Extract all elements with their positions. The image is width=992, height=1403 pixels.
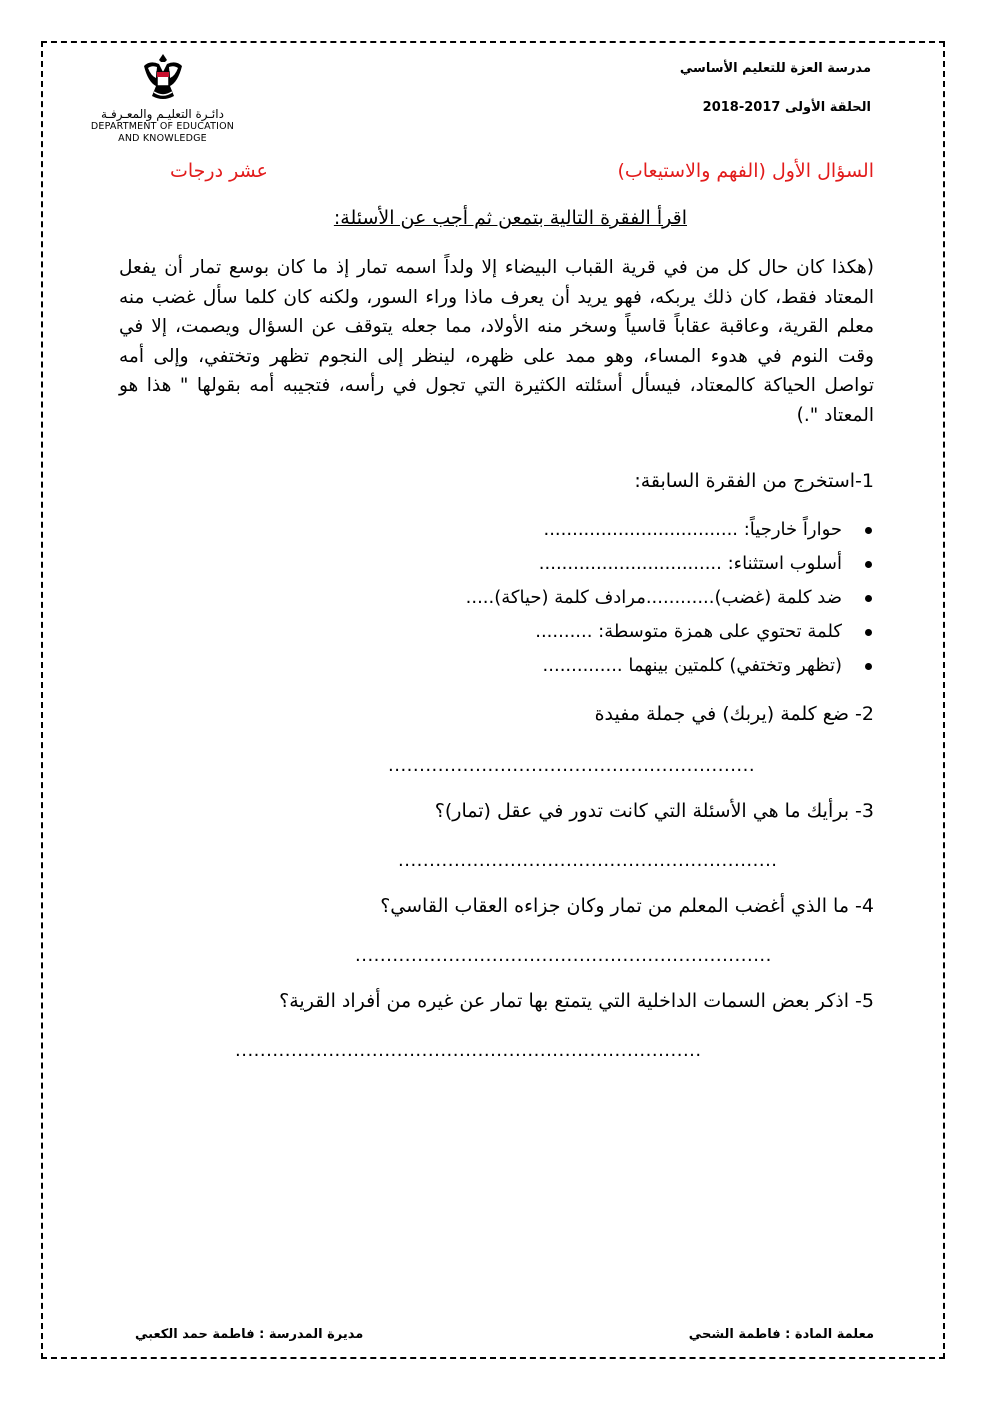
q3-title: 3- برأيك ما هي الأسئلة التي كانت تدور في عقل (تمار)؟ <box>434 800 874 822</box>
cycle-year: الحلقة الأولى 2017-2018 <box>702 100 871 115</box>
logo-english-line1: DEPARTMENT OF EDUCATION <box>90 121 235 132</box>
reading-passage: (هكذا كان حال كل من في قرية القباب البيضاء إلا ولداً اسمه تمار إذ ما كان بوسع تمار أن يفعل المعتاد فقط، كان ذلك يربكه، فهو يريد أن يعرف ماذا وراء السور، ولكنه كان كلما سأل غضب منه معلم القرية، وعاقبة عقاباً قاسياً وسخر منه الأولاد، مما جعله يتوقف عن السؤال ويصمت، إلا في وقت النوم في هدوء المساء، وهو ممد على ظهره، لينظر إلى النجوم تظهر وتختفي، وإلى أمه تواصل الحياكة كالمعتاد، فيسأل أسئلته الكثيرة التي تجول في رأسه، فتجيبه أمه بقولها " هذا هو المعتاد ".) <box>119 257 874 426</box>
question-title: السؤال الأول (الفهم والاستيعاب) <box>617 160 874 182</box>
falcon-emblem-icon <box>140 52 186 104</box>
q5-title: 5- اذكر بعض السمات الداخلية التي يتمتع بها تمار عن غيره من أفراد القرية؟ <box>279 990 874 1012</box>
teacher-name: معلمة المادة : فاطمة الشحي <box>688 1327 874 1342</box>
logo-english-line2: AND KNOWLEDGE <box>118 133 207 144</box>
q3-answer-line[interactable]: ............................................................. <box>398 850 778 871</box>
department-logo <box>90 52 235 145</box>
q4-answer-line[interactable]: ................................................................... <box>355 945 772 966</box>
q2-title: 2- ضع كلمة (يربك) في جملة مفيدة <box>594 703 874 725</box>
q5-answer-line[interactable]: ........................................................................... <box>235 1040 702 1061</box>
bullet-icon <box>865 595 872 602</box>
q2-answer-line[interactable]: ........................................................... <box>388 755 756 776</box>
list-item: (تظهر وتختفي) كلمتين بينهما .............. <box>466 649 874 683</box>
q1-title: 1-استخرج من الفقرة السابقة: <box>634 470 874 492</box>
principal-name: مديرة المدرسة : فاطمة حمد الكعبي <box>135 1327 364 1342</box>
list-item: أسلوب استثناء: ................................ <box>466 547 874 581</box>
bullet-icon <box>865 629 872 636</box>
bullet-icon <box>865 561 872 568</box>
list-item: ضد كلمة (غضب)............مرادف كلمة (حياكة)..... <box>466 581 874 615</box>
question-marks: عشر درجات <box>170 160 268 182</box>
school-name: مدرسة العزة للتعليم الأساسي <box>679 61 871 76</box>
bullet-icon <box>865 527 872 534</box>
page-border <box>41 41 945 1359</box>
list-item: كلمة تحتوي على همزة متوسطة: .......... <box>466 615 874 649</box>
list-item: حواراً خارجياً: .................................. <box>466 513 874 547</box>
instruction: اقرأ الفقرة التالية بتمعن ثم أجب عن الأسئلة: <box>333 207 687 229</box>
logo-arabic-text: دائـرة التعليـم والمعـرفـة <box>101 107 224 121</box>
bullet-icon <box>865 663 872 670</box>
q4-title: 4- ما الذي أغضب المعلم من تمار وكان جزاءه العقاب القاسي؟ <box>380 895 874 917</box>
q1-list <box>466 513 874 683</box>
